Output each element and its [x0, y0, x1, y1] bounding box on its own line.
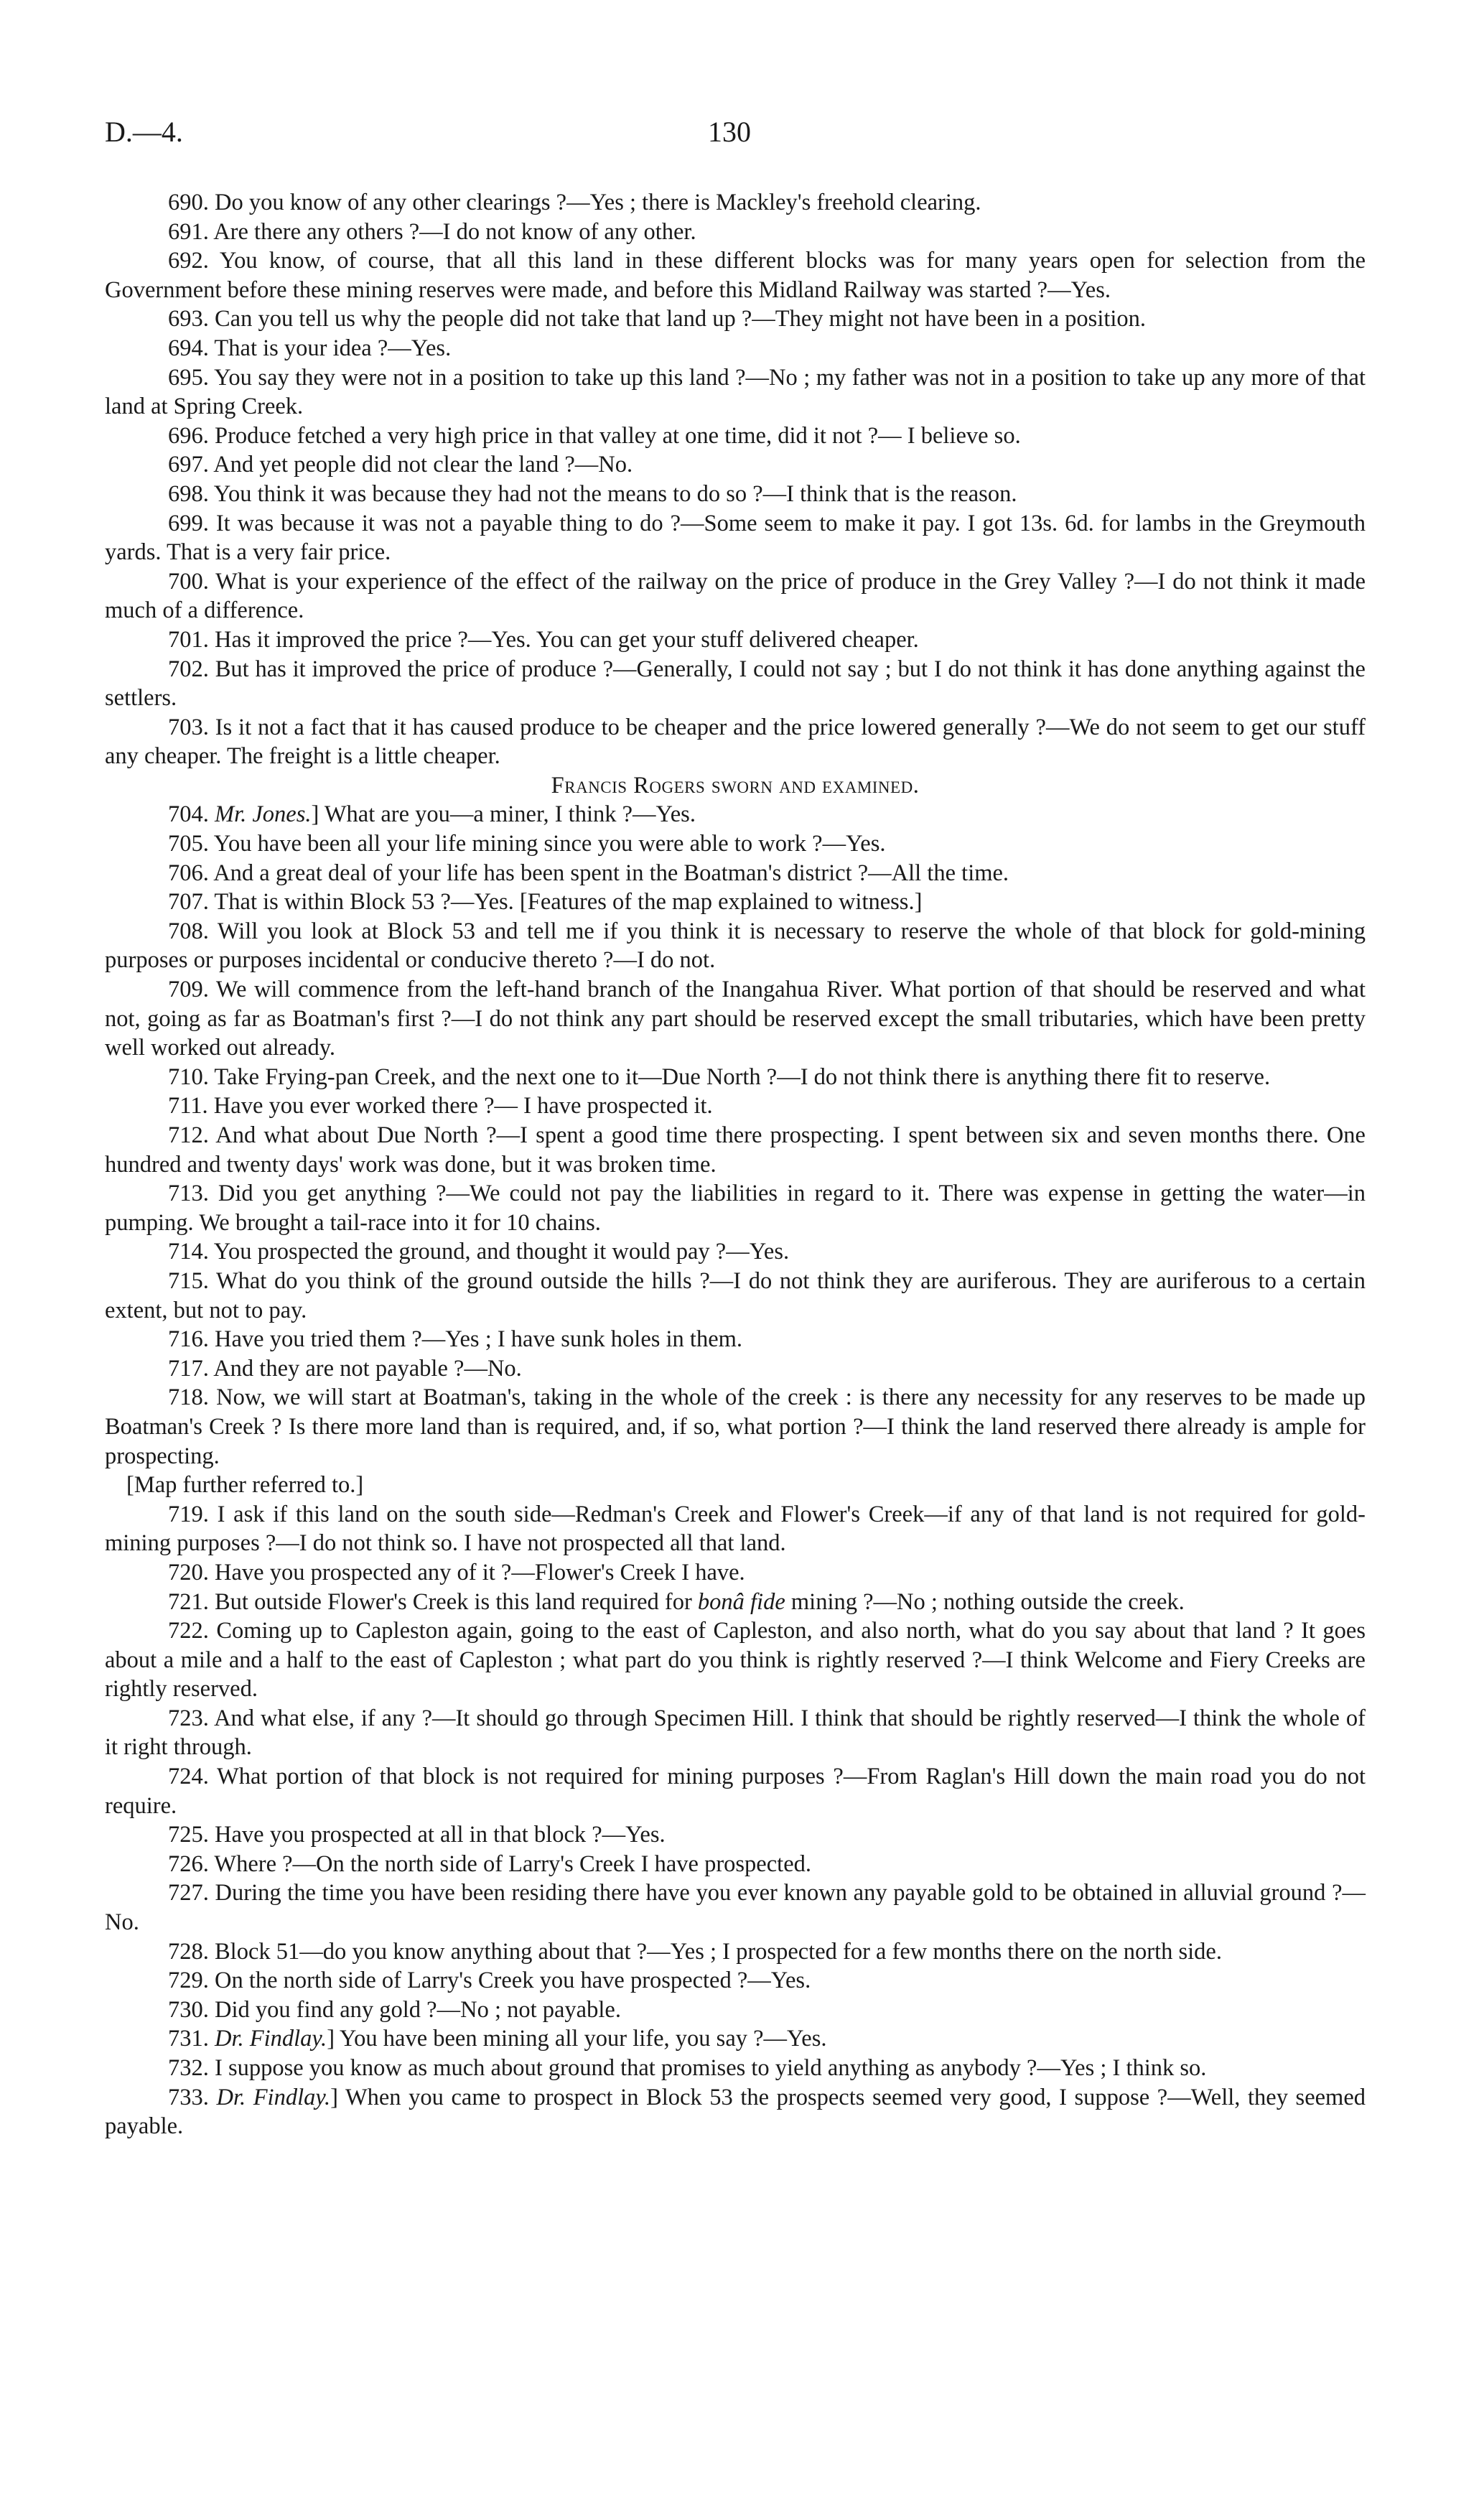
question-paragraph: 706. And a great deal of your life has been spent in the Boatman's district ?—All the time.	[168, 860, 1009, 886]
question-text: ] What are you—a miner, I think ?—Yes.	[311, 801, 696, 828]
question-paragraph: 708. Will you look at Block 53 and tell me if you think it is necessary to reserve the whole of that block for gold-mining purposes or purposes incidental or conducive thereto ?—I do not.	[105, 918, 1366, 974]
question-paragraph: 702. But has it improved the price of produce ?—Generally, I could not say ; but I do not think it has done anything against the settlers.	[105, 656, 1366, 712]
question-paragraph: 709. We will commence from the left-hand branch of the Inangahua River. What portion of that should be reserved and what not, going as far as Boatman's first ?—I do not think any part should be reserved except the small tributaries, which have been pretty well worked out already.	[105, 977, 1366, 1061]
question-text: ] You have been mining all your life, you say ?—Yes.	[327, 2026, 827, 2052]
running-head	[105, 115, 1366, 158]
question-paragraph: 695. You say they were not in a position to take up this land ?—No ; my father was not in a position to take up any more of that land at Spring Creek.	[105, 364, 1366, 420]
question-paragraph: 724. What portion of that block is not required for mining purposes ?—From Raglan's Hill down the main road you do not require.	[105, 1764, 1366, 1819]
page-number: 130	[708, 116, 751, 148]
question-733	[105, 2083, 1366, 2141]
question-paragraph: 711. Have you ever worked there ?— I have prospected it.	[168, 1093, 713, 1119]
question-paragraph: 698. You think it was because they had not the means to do so ?—I think that is the reason.	[168, 480, 1017, 507]
question-paragraph: 716. Have you tried them ?—Yes ; I have sunk holes in them.	[168, 1326, 743, 1353]
question-paragraph: 712. And what about Due North ?—I spent a good time there prospecting. I spent between six and seven months there. One hundred and twenty days' work was done, but it was broken time.	[105, 1122, 1366, 1178]
question-paragraph: 691. Are there any others ?—I do not know of any other.	[168, 218, 696, 245]
question-paragraph: 710. Take Frying-pan Creek, and the next one to it—Due North ?—I do not think there is anything there fit to reserve.	[168, 1063, 1271, 1090]
paragraph-group-a	[105, 188, 1366, 771]
question-paragraph: 718. Now, we will start at Boatman's, taking in the whole of the creek : is there any necessity for any reserves to be made up Boatman's Creek ? Is there more land than is required, and, if so, what portion ?—I think the land reserved there already is ample for prospecting.	[105, 1384, 1366, 1469]
paragraph-group-c	[105, 1500, 1366, 1588]
question-paragraph: 692. You know, of course, that all this land in these different blocks was for many years open for selection from the Government before these mining reserves were made, and before this Midland Railway was started ?—Yes.	[105, 248, 1366, 303]
question-paragraph: 701. Has it improved the price ?—Yes. You can get your stuff delivered cheaper.	[168, 626, 919, 653]
question-paragraph: 719. I ask if this land on the south side—Redman's Creek and Flower's Creek—if any of that land is not required for gold-mining purposes ?—I do not think so. I have not prospected all that land.	[105, 1501, 1366, 1557]
question-paragraph: 728. Block 51—do you know anything about that ?—Yes ; I prospected for a few months there on the north side.	[168, 1938, 1222, 1965]
paragraph-group-d	[105, 1616, 1366, 2024]
question-paragraph: 693. Can you tell us why the people did not take that land up ?—They might not have been in a position.	[168, 306, 1147, 332]
speaker-name: Dr. Findlay.	[215, 2026, 327, 2052]
question-721	[105, 1588, 1366, 1617]
paragraph-group-b	[105, 829, 1366, 1471]
question-paragraph: 697. And yet people did not clear the land ?—No.	[168, 452, 633, 478]
question-number: 704.	[168, 801, 209, 828]
question-paragraph: 717. And they are not payable ?—No.	[168, 1355, 522, 1382]
evidence-text	[105, 188, 1366, 2141]
question-paragraph: 714. You prospected the ground, and thought it would pay ?—Yes.	[168, 1239, 790, 1265]
question-paragraph: 703. Is it not a fact that it has caused produce to be cheaper and the price lowered generally ?—We do not seem to get our stuff any cheaper. The freight is a little cheaper.	[105, 714, 1366, 770]
question-paragraph: 694. That is your idea ?—Yes.	[168, 335, 452, 361]
question-paragraph: 726. Where ?—On the north side of Larry's Creek I have prospected.	[168, 1850, 811, 1877]
speaker-name: Dr. Findlay.	[216, 2084, 331, 2110]
question-text: ] When you came to prospect in Block 53 the prospects seemed very good, I suppose ?—Well, they seemed payable.	[105, 2084, 1366, 2140]
question-704	[105, 800, 1366, 829]
question-paragraph: 723. And what else, if any ?—It should go through Specimen Hill. I think that should be rightly reserved—I think the whole of it right through.	[105, 1705, 1366, 1761]
question-paragraph: 699. It was because it was not a payable thing to do ?—Some seem to make it pay. I got 13s. 6d. for lambs in the Greymouth yards. That is a very fair price.	[105, 510, 1366, 566]
question-text-before: 721. But outside Flower's Creek is this land required for	[168, 1588, 698, 1615]
question-paragraph: 729. On the north side of Larry's Creek you have prospected ?—Yes.	[168, 1968, 811, 1994]
question-number: 733.	[168, 2084, 209, 2110]
question-paragraph: 690. Do you know of any other clearings ?—Yes ; there is Mackley's freehold clearing.	[168, 190, 981, 215]
question-paragraph: 727. During the time you have been residing there have you ever known any payable gold to be obtained in alluvial ground ?—No.	[105, 1880, 1366, 1936]
latin-phrase: bonâ fide	[697, 1588, 785, 1615]
question-732: 732. I suppose you know as much about ground that promises to yield anything as anybody ?—Yes ; I think so.	[168, 2055, 1207, 2081]
question-paragraph: 696. Produce fetched a very high price in that valley at one time, did it not ?— I believe so.	[168, 422, 1021, 449]
question-paragraph: 722. Coming up to Capleston again, going to the east of Capleston, and also north, what do you say about that land ? It goes about a mile and a half to the east of Capleston ; what part do you think is rightly reserved ?—I think Welcome and Fiery Creeks are rightly reserved.	[105, 1618, 1366, 1703]
question-paragraph: 713. Did you get anything ?—We could not pay the liabilities in regard to it. There was expense in getting the water—in pumping. We brought a tail-race into it for 10 chains.	[105, 1181, 1366, 1236]
question-paragraph: 705. You have been all your life mining since you were able to work ?—Yes.	[168, 831, 886, 857]
question-text-after: mining ?—No ; nothing outside the creek.	[785, 1588, 1185, 1615]
witness-heading: Francis Rogers sworn and examined.	[551, 772, 920, 798]
question-number: 731.	[168, 2026, 209, 2052]
question-paragraph: 700. What is your experience of the effect of the railway on the price of produce in the Grey Valley ?—I do not think it made much of a difference.	[105, 568, 1366, 624]
question-paragraph: 725. Have you prospected at all in that block ?—Yes.	[168, 1822, 666, 1848]
question-paragraph: 720. Have you prospected any of it ?—Flower's Creek I have.	[168, 1559, 745, 1586]
question-paragraph: 707. That is within Block 53 ?—Yes. [Features of the map explained to witness.]	[168, 889, 923, 916]
question-paragraph: 715. What do you think of the ground outside the hills ?—I do not think they are auriferous. They are auriferous to a certain extent, but not to pay.	[105, 1267, 1366, 1323]
question-paragraph: 730. Did you find any gold ?—No ; not payable.	[168, 1996, 621, 2023]
question-731	[105, 2024, 1366, 2054]
map-note: [Map further referred to.]	[126, 1472, 364, 1499]
document-code: D.—4.	[105, 116, 183, 148]
speaker-name: Mr. Jones.	[215, 801, 312, 828]
